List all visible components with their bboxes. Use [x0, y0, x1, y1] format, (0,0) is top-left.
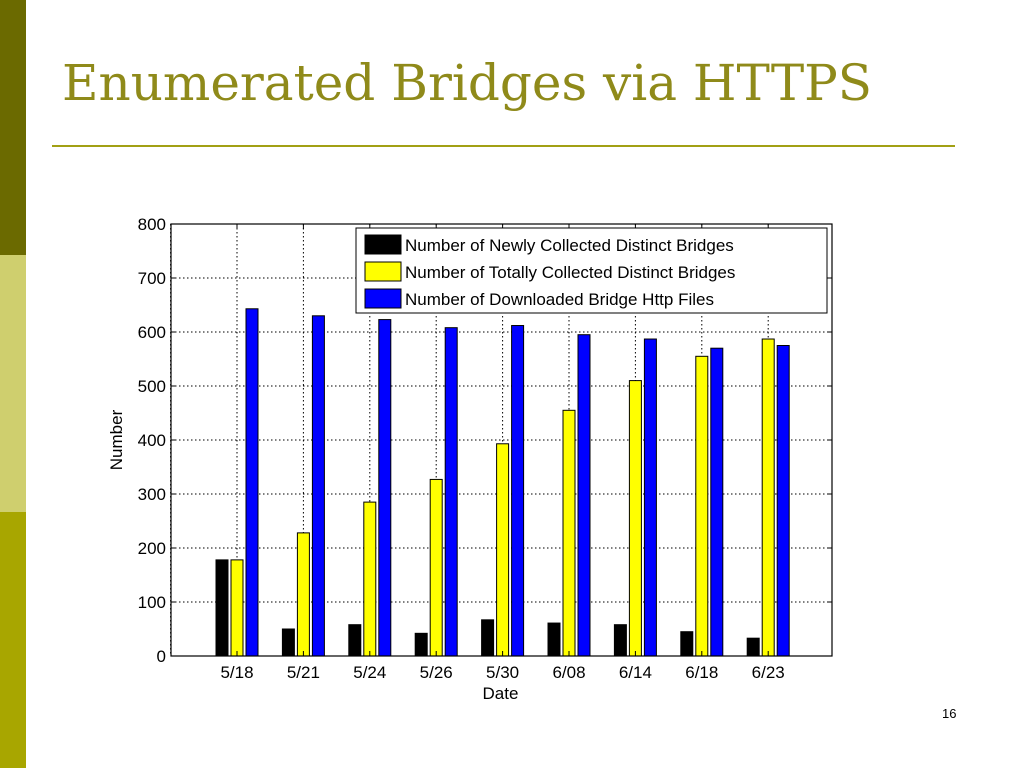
y-tick-label: 600: [137, 323, 166, 342]
legend-swatch: [365, 262, 401, 281]
bar: [563, 410, 575, 656]
bar: [430, 479, 442, 656]
bar: [482, 620, 494, 656]
x-tick-label: 6/18: [685, 663, 719, 682]
bar: [696, 356, 708, 656]
bar: [629, 381, 641, 656]
x-tick-label: 6/14: [618, 663, 652, 682]
bar: [614, 625, 626, 656]
bar: [445, 328, 457, 656]
bar: [364, 502, 376, 656]
bar: [231, 560, 243, 656]
bar: [644, 339, 656, 656]
bar: [762, 339, 774, 656]
legend-label: Number of Newly Collected Distinct Bridges: [405, 236, 734, 255]
bar: [379, 320, 391, 656]
legend-label: Number of Totally Collected Distinct Bridges: [405, 263, 736, 282]
bar: [246, 309, 258, 656]
bar: [312, 316, 324, 656]
bar: [681, 632, 693, 656]
bar: [711, 348, 723, 656]
y-tick-label: 100: [137, 593, 166, 612]
bar: [216, 560, 228, 656]
legend-label: Number of Downloaded Bridge Http Files: [405, 290, 714, 309]
bar: [548, 623, 560, 656]
legend-swatch: [365, 289, 401, 308]
bar: [578, 335, 590, 656]
bar: [415, 633, 427, 656]
legend-swatch: [365, 235, 401, 254]
bar: [777, 346, 789, 657]
y-tick-label: 500: [137, 377, 166, 396]
x-tick-label: 5/30: [486, 663, 520, 682]
y-tick-label: 700: [137, 269, 166, 288]
x-tick-label: 5/24: [353, 663, 387, 682]
bar: [747, 638, 759, 656]
bar: [297, 533, 309, 656]
x-axis-label: Date: [482, 684, 519, 703]
x-tick-label: 6/08: [552, 663, 586, 682]
x-tick-label: 6/23: [751, 663, 785, 682]
x-tick-label: 5/18: [220, 663, 254, 682]
y-tick-label: 300: [137, 485, 166, 504]
y-axis-label: Number: [107, 409, 126, 471]
bar: [512, 326, 524, 656]
bar: [282, 629, 294, 656]
slide-title: Enumerated Bridges via HTTPS: [62, 54, 873, 112]
x-tick-label: 5/26: [419, 663, 453, 682]
bar: [497, 444, 509, 656]
y-tick-label: 0: [156, 647, 166, 666]
bar: [349, 625, 361, 656]
y-tick-label: 200: [137, 539, 166, 558]
page-number: 16: [942, 706, 957, 721]
y-tick-label: 800: [137, 215, 166, 234]
y-tick-label: 400: [137, 431, 166, 450]
x-tick-label: 5/21: [286, 663, 320, 682]
